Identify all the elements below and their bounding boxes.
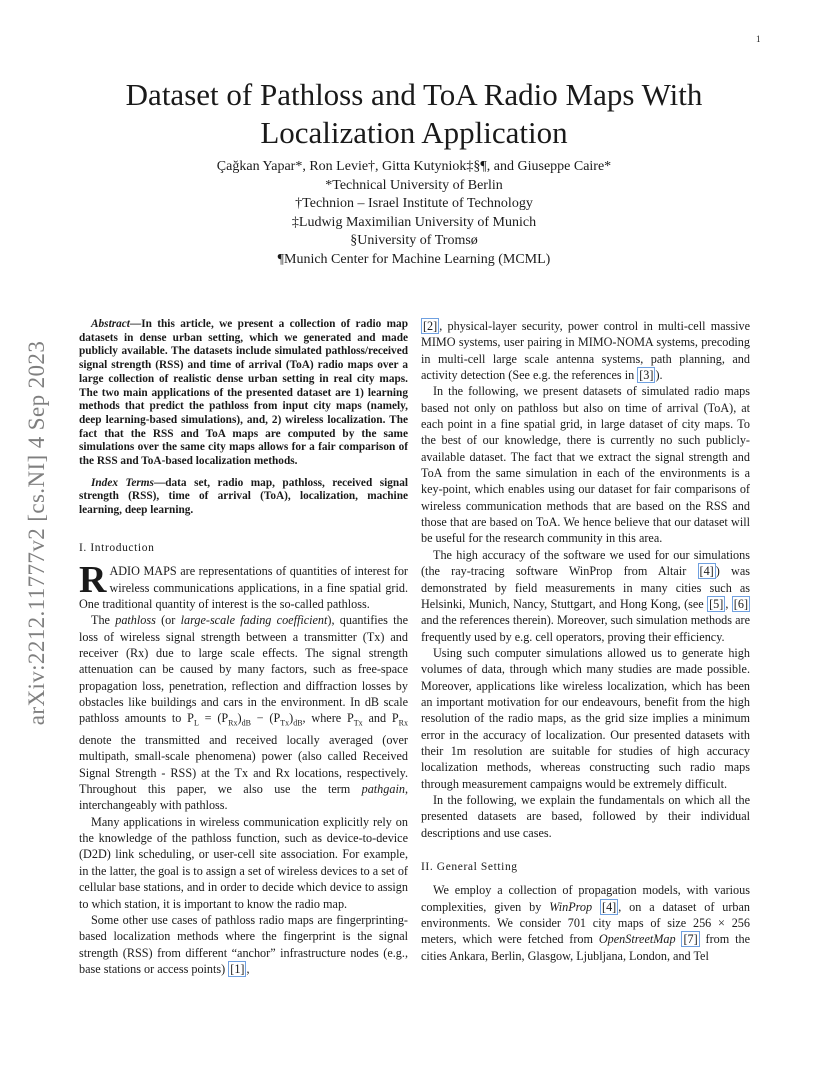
citation-link[interactable]: [3] bbox=[639, 368, 654, 383]
intro-paragraph-2: The pathloss (or large-scale fading coefficient), quantifies the loss of wireless signal strength between a transmitter (Tx) and receiver (Rx) due to large scale effects. The signal strength attenuation can be caused by many factors, such as free-space propagation loss, penetration, reflection and diffraction losses by obstacles like buildings and cars in the environment. In dB scale pathloss amounts to $P_L = (P_{Rx})_{dB} - (P_{Tx})_{dB}$, where $P_{Tx}$ and $P_{Rx}$ denote the transmitted and received locally averaged (over multipath, small-scale phenomena) power (also called Received Signal Strength - RSS) at the Tx and Rx locations, respectively. Throughout this paper, we also use the term pathgain, interchangeably with pathloss. bbox=[79, 613, 409, 813]
affiliation-1: *Technical University of Berlin bbox=[325, 177, 503, 193]
right-column bbox=[421, 318, 750, 964]
index-terms bbox=[79, 477, 408, 518]
author-block bbox=[80, 158, 748, 269]
abstract bbox=[79, 318, 408, 469]
citation-link[interactable]: [1] bbox=[230, 961, 245, 976]
right-paragraph-6: We employ a collection of propagation models, with various complexities, given by WinProp [4] , on a dataset of urban environments. We consider 701 city maps of size 256 × 256 meters, which were fetched from OpenStreetMap [7] from the cities Ankara, Berlin, Glasgow, Ljubljana, London, and Tel bbox=[421, 883, 751, 963]
index-terms-label: Index Terms bbox=[91, 476, 154, 489]
arxiv-stamp bbox=[22, 298, 52, 768]
affiliation-2: †Technion – Israel Institute of Technology bbox=[295, 196, 533, 211]
title-line-2: Localization Application bbox=[260, 115, 568, 150]
citation-link[interactable]: [2] bbox=[423, 319, 438, 333]
right-paragraph-3: The high accuracy of the software we used for our simulations (the ray-tracing software WinProp from Altair [4] ) was demonstrated by field measurements in many cities such as Helsinki, Munich, Nancy, Stuttgart, and Hong Kong, (see [5] , [6] and the references therein). Moreover, such simulation methods are frequently used by e.g. cell operators, proving their efficiency. bbox=[421, 547, 750, 644]
affiliation-5: ¶Munich Center for Machine Learning (MCML) bbox=[277, 251, 551, 267]
intro-paragraph-3: Many applications in wireless communication explicitly rely on the knowledge of the pathloss function, such as device-to-device (D2D) link scheduling, or user-cell site association. For example, in the latter, the goal is to assign a set of wireless devices to a set of cellular base stations, and in order to decide which device to assign to which station, it is important to know the radio map. bbox=[79, 814, 408, 911]
affiliation-3: ‡Ludwig Maximilian University of Munich bbox=[291, 214, 537, 230]
paper-title bbox=[80, 76, 748, 152]
affiliation-4: §University of Tromsø bbox=[350, 233, 478, 248]
left-column bbox=[79, 318, 408, 977]
intro-paragraph-1: RADIO MAPS are representations of quantities of interest for wireless communications applications, in a fine spatial grid. One traditional quantity of interest is the so-called pathloss. bbox=[79, 559, 408, 611]
right-paragraph-1: [2] , physical-layer security, power control in multi-cell massive MIMO systems, user pairing in MIMO-NOMA systems, precoding in multi-cell large scale antenna systems, path planning, and activity detection (See e.g. the references in [3] ). bbox=[421, 319, 750, 383]
index-terms-text: —data set, radio map, pathloss, received signal strength (RSS), time of arrival (ToA), localization, machine learning, deep learning. bbox=[79, 476, 408, 517]
abstract-text: —In this article, we present a collection of radio map datasets in dense urban setting, which we generated and made publicly available. The datasets include simulated pathloss/received signal strength (RSS) and time of arrival (ToA) radio maps over a large collection of realistic dense urban setting in real city maps. The two main applications of the presented dataset are 1) learning methods that predict the pathloss from input city maps (namely, deep learning-based simulations), and, 2) wireless localization. The fact that the RSS and ToA maps are computed by the same simulations over the same city maps allows for a fair comparison of the RSS and ToA-based localization methods. bbox=[79, 318, 408, 468]
arxiv-stamp-text: arXiv:2212.11777v2 [cs.NI] 4 Sep 2023 bbox=[24, 340, 49, 726]
citation-link[interactable]: [5] bbox=[709, 596, 724, 611]
section-heading-introduction: I. Introduction bbox=[79, 541, 155, 554]
right-paragraph-4: Using such computer simulations allowed us to generate high volumes of data, through which many studies are made possible. Moreover, applications like wireless localization, which has been an important motivation for our endeavours, benefit from the high resolution of the radio maps, as the grid size implies a minimum error in the accuracy of localization. Our presented datasets with their 1m resolution are suitable for studies of high accuracy localization methods, whereas constructing such radio maps through measurement campaigns would be extremely difficult. bbox=[421, 645, 750, 791]
dropcap: R bbox=[79, 559, 107, 602]
section-heading-general-setting: II. General Setting bbox=[421, 861, 518, 873]
citation-link[interactable]: [7] bbox=[683, 932, 698, 947]
right-paragraph-2: In the following, we present datasets of simulated radio maps based not only on pathloss but also on time of arrival (ToA), at each point in a fine spatial grid, in large dataset of city maps. To the best of our knowledge, there is currently no such publicly-available dataset. The fact that we extract the signal strength and ToA from the same simulation in each of the environments is a key-point, which enables using our dataset for fair comparisons of wireless communication methods that are based on the RSS and those that are based on ToA. We hence believe that our dataset will be useful for the research community in this area. bbox=[421, 384, 750, 546]
author-list: Çağkan Yapar*, Ron Levie†, Gitta Kutyniok‡§¶, and Giuseppe Caire* bbox=[216, 159, 612, 174]
citation-link[interactable]: [4] bbox=[699, 564, 714, 579]
title-line-1: Dataset of Pathloss and ToA Radio Maps With bbox=[125, 77, 703, 112]
right-paragraph-5: In the following, we explain the fundamentals on which all the presented datasets are based, followed by their individual descriptions and use cases. bbox=[421, 792, 750, 840]
intro-paragraph-4: Some other use cases of pathloss radio maps are fingerprinting-based localization methods where the fingerprint is the signal strength (RSS) from different “anchor” infrastructure nodes (e.g., base stations or access points) [1] , bbox=[79, 912, 408, 976]
page-number: 1 bbox=[756, 34, 761, 44]
citation-link[interactable]: [6] bbox=[733, 596, 749, 611]
abstract-label: Abstract bbox=[91, 318, 130, 330]
citation-link[interactable]: [4] bbox=[602, 899, 617, 914]
